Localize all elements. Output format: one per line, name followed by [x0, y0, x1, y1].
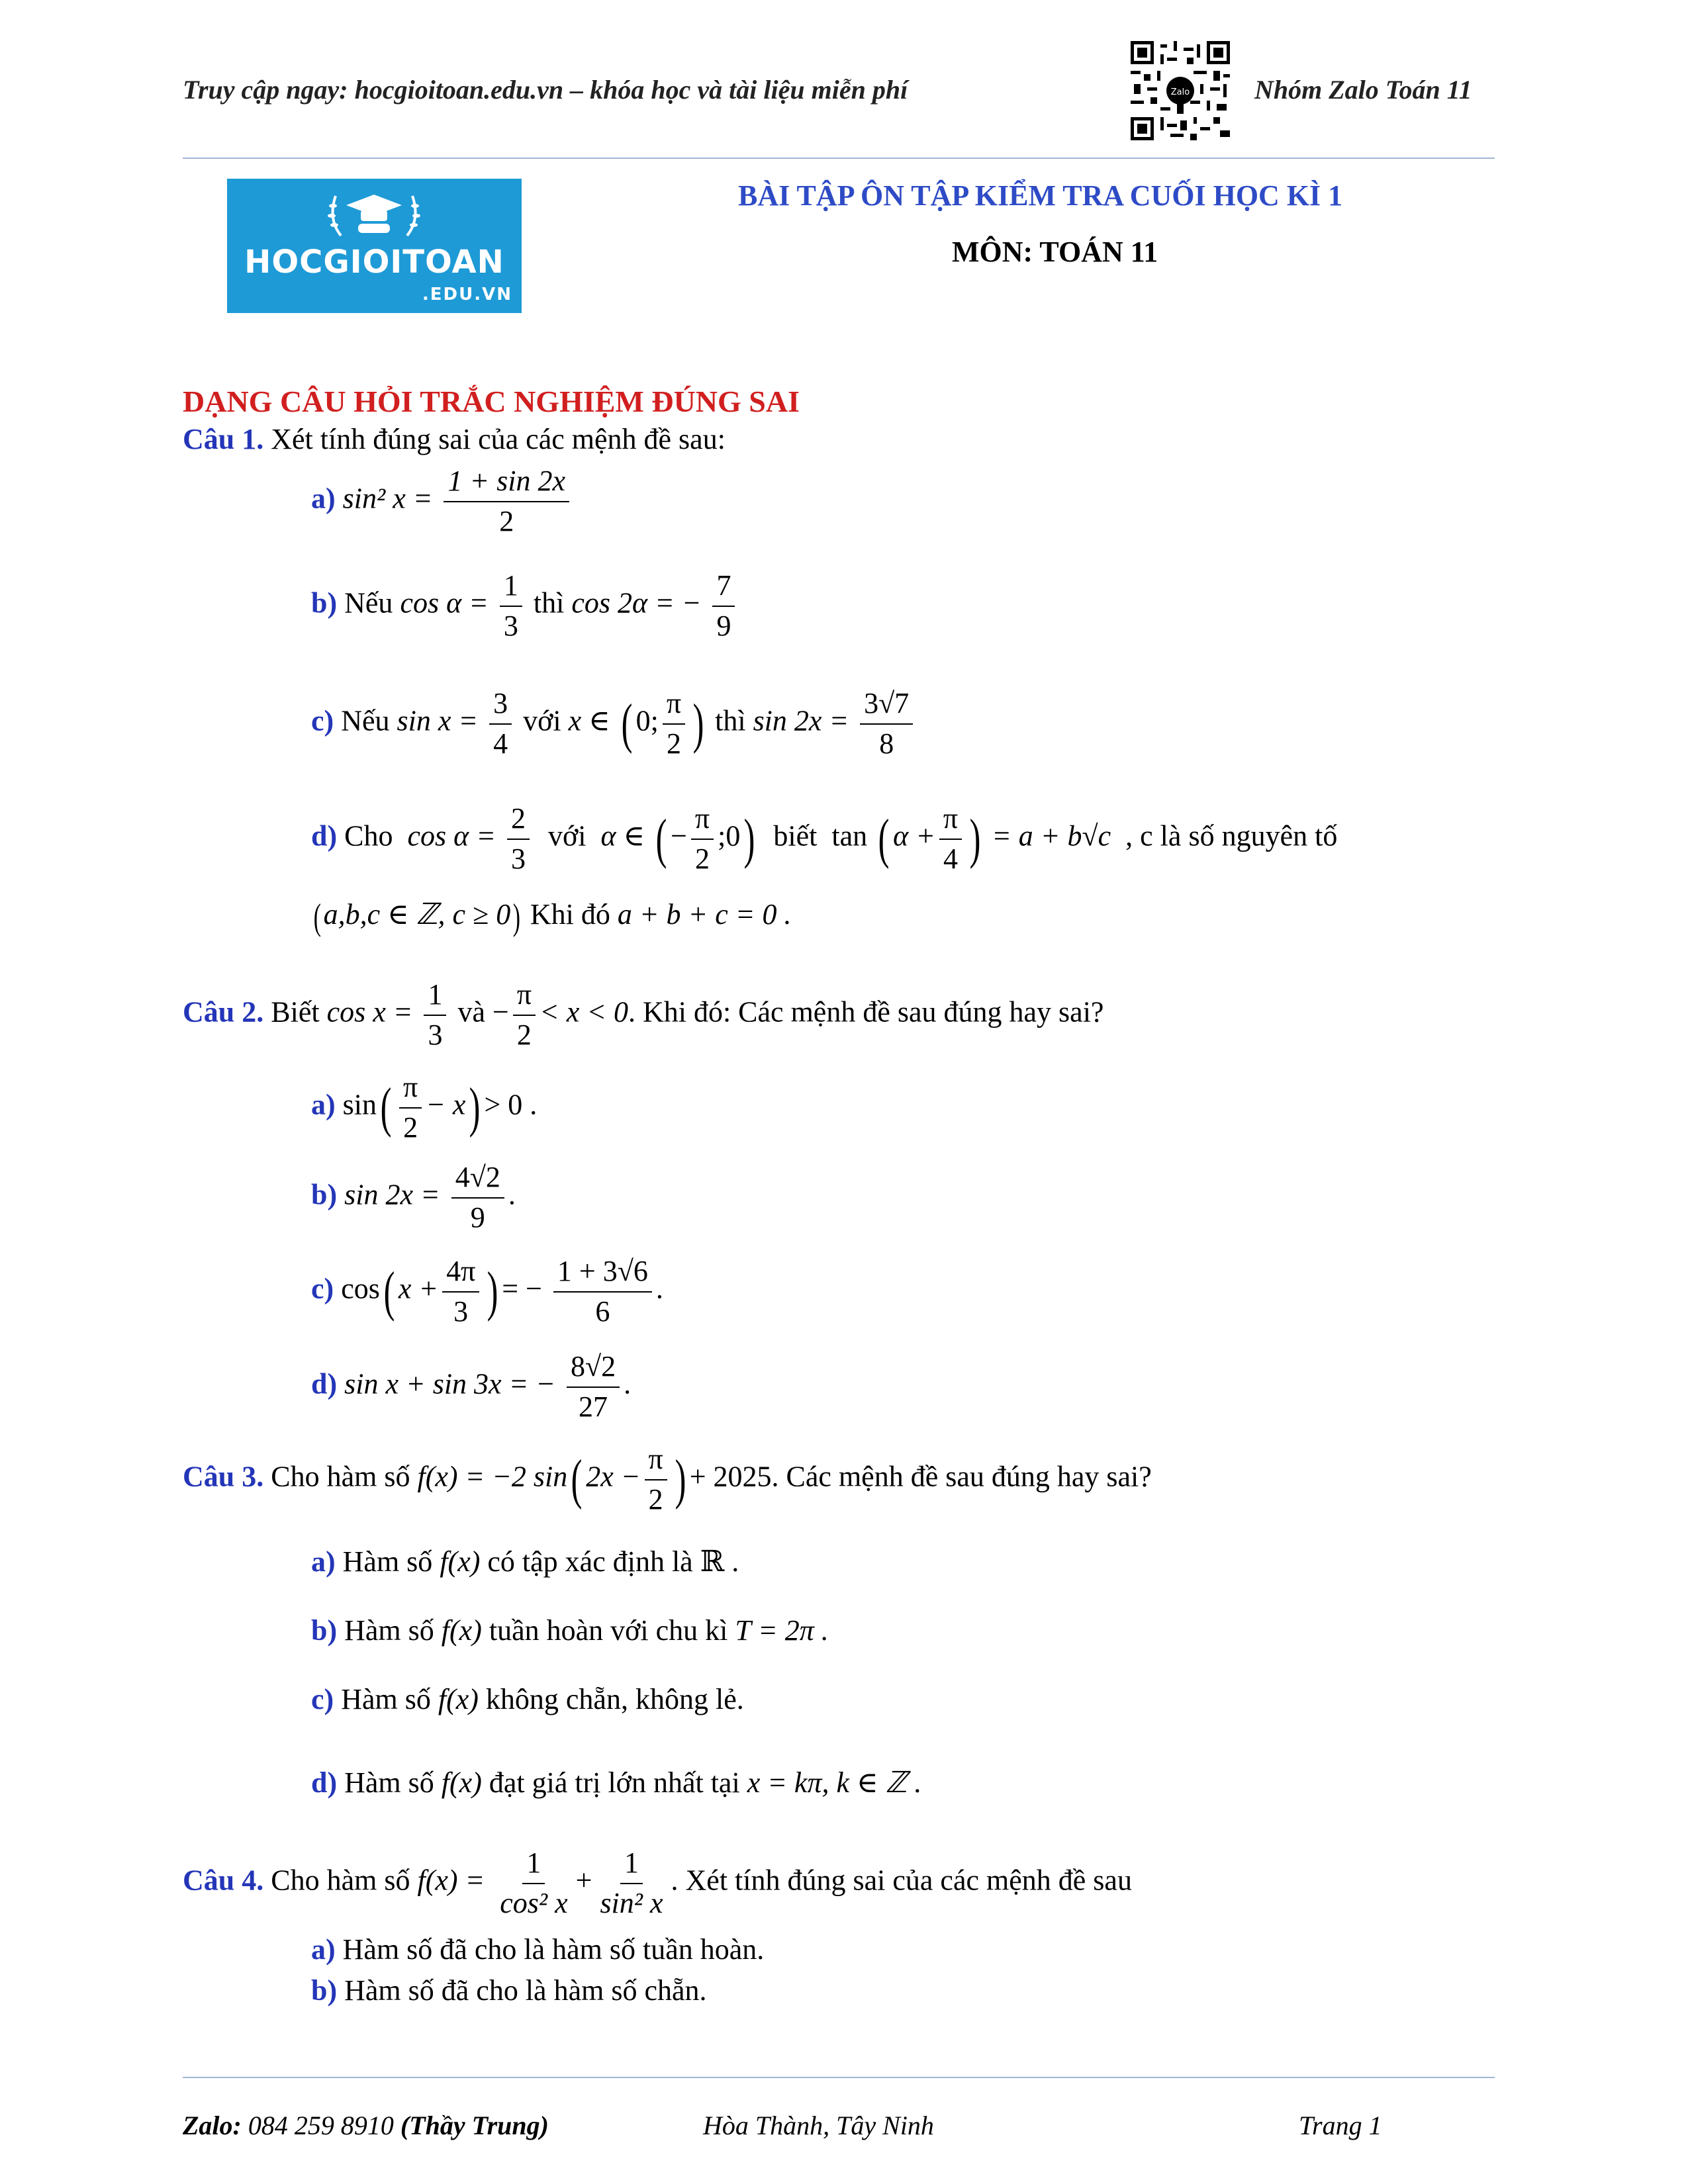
q3-item-c: c) Hàm số f(x) không chẵn, không lẻ. — [311, 1683, 744, 1715]
footer-contact: Zalo: 084 259 8910 (Thầy Trung) — [183, 2111, 549, 2140]
site-logo[interactable] — [227, 179, 522, 313]
logo-domain: .EDU.VN — [422, 285, 512, 304]
q4-item-a: a) Hàm số đã cho là hàm số tuần hoàn. — [311, 1933, 765, 1966]
q3-item-b: b) Hàm số f(x) tuần hoàn với chu kì T = 2π . — [311, 1614, 829, 1647]
question-1-number: Câu 1. — [183, 423, 264, 455]
page-subtitle: MÔN: TOÁN 11 — [952, 236, 1158, 268]
q4-item-b: b) Hàm số đã cho là hàm số chẵn. — [311, 1974, 707, 2007]
q1-item-a: a) sin² x = $\frac{1 + \sin 2x}{2}$ — [311, 465, 573, 538]
footer-divider — [183, 2077, 1495, 2078]
q1-item-d: d) Cho cos α = $\frac{2}{3}$ với α ∈ ( − $\frac{\pi}{2}$ ;0) biết tan ( α + $\frac{\pi}{4}$ ) = a + b√c , c là số nguyên tố — [311, 802, 1338, 875]
header-divider — [183, 158, 1495, 159]
q1-item-d-line2: (a,b,c ∈ ℤ, c ≥ 0) Khi đó a + b + c = 0 . — [313, 896, 792, 938]
q3-item-a: a) Hàm số f(x) có tập xác định là ℝ . — [311, 1545, 739, 1578]
q2-item-c: c) cos( x + $\frac{4\pi}{3}$ ) = − $\frac{1 + 3√6}{6}$ . — [311, 1255, 663, 1328]
section-heading: DẠNG CÂU HỎI TRẮC NGHIỆM ĐÚNG SAI — [183, 385, 800, 418]
qr-code-icon — [1131, 41, 1230, 140]
page-number: Trang 1 — [1299, 2111, 1382, 2140]
footer-location: Hòa Thành, Tây Ninh — [703, 2111, 934, 2140]
question-2: Câu 2. Biết cos x = $\frac{1}{3}$ và − $\frac{\pi}{2}$ < x < 0. Khi đó: Các mệnh đề sau đúng hay sai? — [183, 978, 1104, 1051]
q2-item-d: d) sin x + sin 3x = − $\frac{8√2}{27}$ . — [311, 1350, 632, 1423]
q2-item-a: a) sin( $\frac{\pi}{2}$ − x) > 0 . — [311, 1071, 538, 1144]
q2-item-b: b) sin 2x = $\frac{4√2}{9}$ . — [311, 1161, 516, 1234]
graduation-cap-icon — [321, 183, 427, 242]
svg-text:Zalo: Zalo — [1170, 87, 1190, 97]
page-title: BÀI TẬP ÔN TẬP KIỂM TRA CUỐI HỌC KÌ 1 — [738, 179, 1343, 212]
q1-item-c: c) Nếu sin x = $\frac{3}{4}$ với x ∈ ( 0; $\frac{\pi}{2}$ ) thì sin 2x = $\frac{3√7}{8}$ — [311, 687, 917, 760]
question-4: Câu 4. Cho hàm số f(x) = $\frac{1}{\text{cos² x}}$ + $\frac{1}{\text{sin² x}}$ . Xét tính đúng sai của các mệnh đề sau — [183, 1846, 1132, 1919]
question-1 — [183, 422, 726, 456]
header-left-text[interactable]: Truy cập ngay: hocgioitoan.edu.vn – khóa học và tài liệu miễn phí — [183, 75, 908, 105]
header-right-text[interactable]: Nhóm Zalo Toán 11 — [1254, 75, 1472, 105]
question-1-text: Xét tính đúng sai của các mệnh đề sau: — [271, 423, 726, 455]
q1-item-b: b) Nếu cos α = $\frac{1}{3}$ thì cos 2α = − $\frac{7}{9}$ — [311, 569, 739, 643]
question-3: Câu 3. Cho hàm số f(x) = −2 sin( 2x − $\frac{\pi}{2}$ ) + 2025. Các mệnh đề sau đúng hay sai? — [183, 1443, 1152, 1516]
logo-name: HOCGIOITOAN — [244, 244, 504, 281]
q3-item-d: d) Hàm số f(x) đạt giá trị lớn nhất tại x = kπ, k ∈ ℤ . — [311, 1766, 922, 1799]
